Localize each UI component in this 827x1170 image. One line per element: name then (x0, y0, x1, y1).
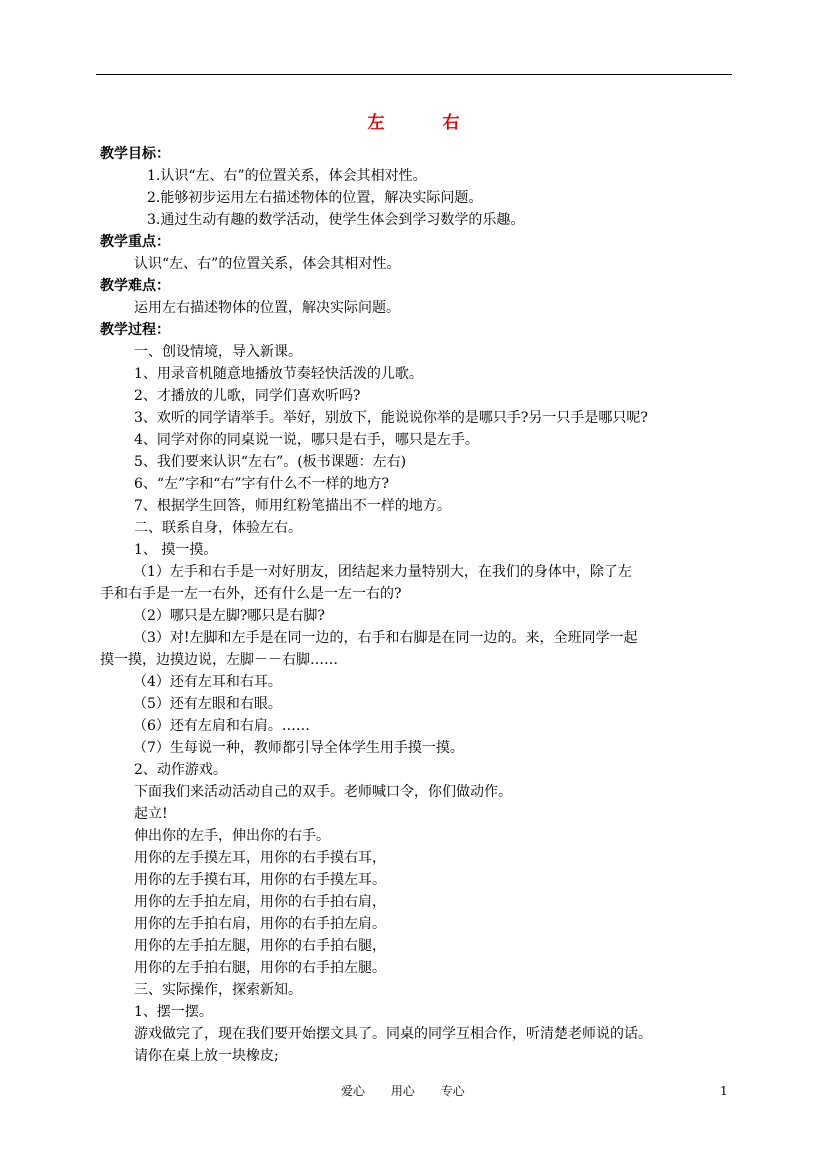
difficulty-text: 运用左右描述物体的位置，解决实际问题。 (134, 300, 400, 316)
page-number: 1 (720, 1084, 728, 1098)
footer-motto: 专心 (440, 1084, 465, 1098)
process-line: （1）左手和右手是一对好朋友，团结起来力量特别大，在我们的身体中，除了左 (133, 564, 632, 580)
process-line: 三、实际操作，探索新知。 (134, 982, 302, 998)
process-line: （2）哪只是左脚?哪只是右脚? (133, 608, 325, 624)
process-line: 用你的左手摸左耳，用你的右手摸右耳， (134, 850, 386, 866)
goal-item: 2.能够初步运用左右描述物体的位置，解决实际问题。 (147, 190, 483, 206)
process-line: 1、摆一摆。 (134, 1004, 213, 1020)
process-line: 5、我们要来认识“左右”。(板书课题：左右) (134, 454, 407, 470)
difficulty-heading: 教学难点： (100, 278, 170, 294)
goal-item: 3.通过生动有趣的数学活动，使学生体会到学习数学的乐趣。 (147, 212, 525, 228)
process-line: 用你的左手摸右耳，用你的右手摸左耳。 (134, 872, 386, 888)
footer-motto: 爱心 (341, 1084, 366, 1098)
key-heading: 教学重点： (100, 234, 170, 250)
process-line: 一、创设情境，导入新课。 (134, 344, 302, 360)
process-line: 用你的左手拍右腿，用你的右手拍左腿。 (134, 960, 386, 976)
process-heading: 教学过程： (100, 322, 170, 338)
process-line: 3、欢听的同学请举手。举好，别放下，能说说你举的是哪只手?另一只手是哪只呢? (134, 410, 648, 426)
process-line: （7）生每说一种，教师都引导全体学生用手摸一摸。 (133, 740, 464, 756)
process-line: 2、动作游戏。 (134, 762, 227, 778)
process-line: 2、才播放的儿歌，同学们喜欢听吗? (134, 388, 361, 404)
process-line: 摸一摸，边摸边说，左脚－－右脚…… (100, 652, 338, 668)
header-rule (96, 74, 732, 75)
process-line: 4、同学对你的同桌说一说，哪只是右手，哪只是左手。 (134, 432, 479, 448)
footer-mottos (341, 1083, 487, 1099)
process-line: 用你的左手拍左腿，用你的右手拍右腿， (134, 938, 386, 954)
process-line: （5）还有左眼和右眼。 (133, 696, 282, 712)
document-body (100, 143, 736, 1067)
process-line: 下面我们来活动活动自己的双手。老师喊口令，你们做动作。 (134, 784, 512, 800)
process-line: 起立! (134, 806, 168, 822)
process-line: 用你的左手拍右肩，用你的右手拍左肩。 (134, 916, 386, 932)
key-text: 认识“左、右”的位置关系，体会其相对性。 (134, 256, 401, 272)
process-line: 6、“左”字和“右”字有什么不一样的地方? (134, 476, 390, 492)
process-line: 用你的左手拍左肩，用你的右手拍右肩， (134, 894, 386, 910)
goal-item: 1.认识“左、右”的位置关系，体会其相对性。 (147, 168, 427, 184)
goal-heading: 教学目标： (100, 146, 170, 162)
process-line: 游戏做完了，现在我们要开始摆文具了。同桌的同学互相合作，听清楚老师说的话。 (134, 1026, 652, 1042)
process-line: （3）对!左脚和左手是在同一边的，右手和右脚是在同一边的。来，全班同学一起 (133, 630, 638, 646)
process-line: 7、根据学生回答，师用红粉笔描出不一样的地方。 (134, 498, 451, 514)
process-line: 手和右手是一左一右外，还有什么是一左一右的? (100, 586, 402, 602)
process-line: 伸出你的左手，伸出你的右手。 (134, 828, 330, 844)
process-line: 1、 摸一摸。 (134, 542, 218, 558)
page-title: 左 右 (367, 113, 486, 133)
process-line: 请你在桌上放一块橡皮; (134, 1048, 279, 1064)
process-line: 1、用录音机随意地播放节奏轻快活泼的儿歌。 (134, 366, 423, 382)
process-line: （4）还有左耳和右耳。 (133, 674, 282, 690)
footer-motto: 用心 (390, 1084, 415, 1098)
process-line: 二、联系自身，体验左右。 (134, 520, 302, 536)
process-line: （6）还有左肩和右肩。…… (133, 718, 310, 734)
